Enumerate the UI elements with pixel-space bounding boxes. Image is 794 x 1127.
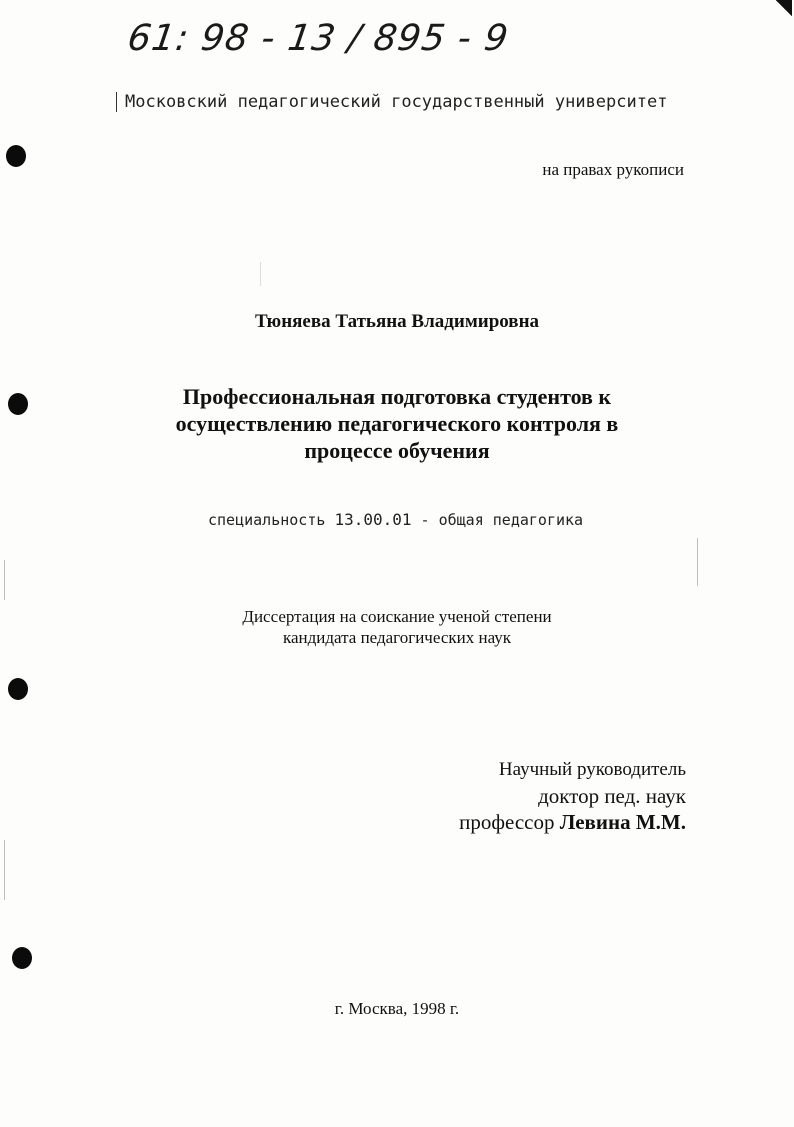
- degree-line: кандидата педагогических наук: [282, 628, 512, 647]
- specialty-line: [208, 510, 583, 529]
- specialty-label: специальность: [208, 511, 326, 529]
- specialty-code: 13.00.01: [334, 510, 412, 529]
- specialty-dash: -: [420, 511, 430, 529]
- title-line: Профессиональная подготовка студентов к: [182, 384, 612, 409]
- binder-hole: [12, 947, 32, 969]
- specialty-name: общая педагогика: [438, 511, 584, 529]
- archive-code-handwritten: 61: 98 - 13 / 895 - 9: [125, 18, 512, 59]
- supervisor-role: Научный руководитель: [498, 759, 686, 780]
- degree-statement: [0, 606, 794, 648]
- degree-line: Диссертация на соискание ученой степени: [242, 607, 552, 626]
- scan-artifact: [260, 262, 261, 286]
- university-name: Московский педагогический государственный университет: [116, 92, 667, 112]
- scan-corner-mark: [774, 0, 792, 18]
- binder-hole: [8, 393, 28, 415]
- supervisor-name: Левина М.М.: [559, 810, 686, 834]
- supervisor-line: [459, 809, 686, 835]
- scan-artifact: [697, 538, 698, 586]
- binder-hole: [6, 145, 26, 167]
- supervisor-degree: доктор пед. наук: [538, 784, 686, 808]
- manuscript-rights-note: на правах рукописи: [542, 160, 684, 179]
- supervisor-block: [459, 757, 686, 835]
- dissertation-title: [100, 383, 694, 464]
- title-line: осуществлению педагогического контроля в: [175, 411, 619, 436]
- supervisor-rank: профессор: [459, 810, 555, 834]
- city-year: г. Москва, 1998 г.: [334, 999, 460, 1018]
- title-line: процессе обучения: [304, 438, 490, 463]
- scan-artifact: [4, 840, 5, 900]
- binder-hole: [8, 678, 28, 700]
- author-name: Тюняева Татьяна Владимировна: [254, 311, 540, 332]
- scan-artifact: [4, 560, 5, 600]
